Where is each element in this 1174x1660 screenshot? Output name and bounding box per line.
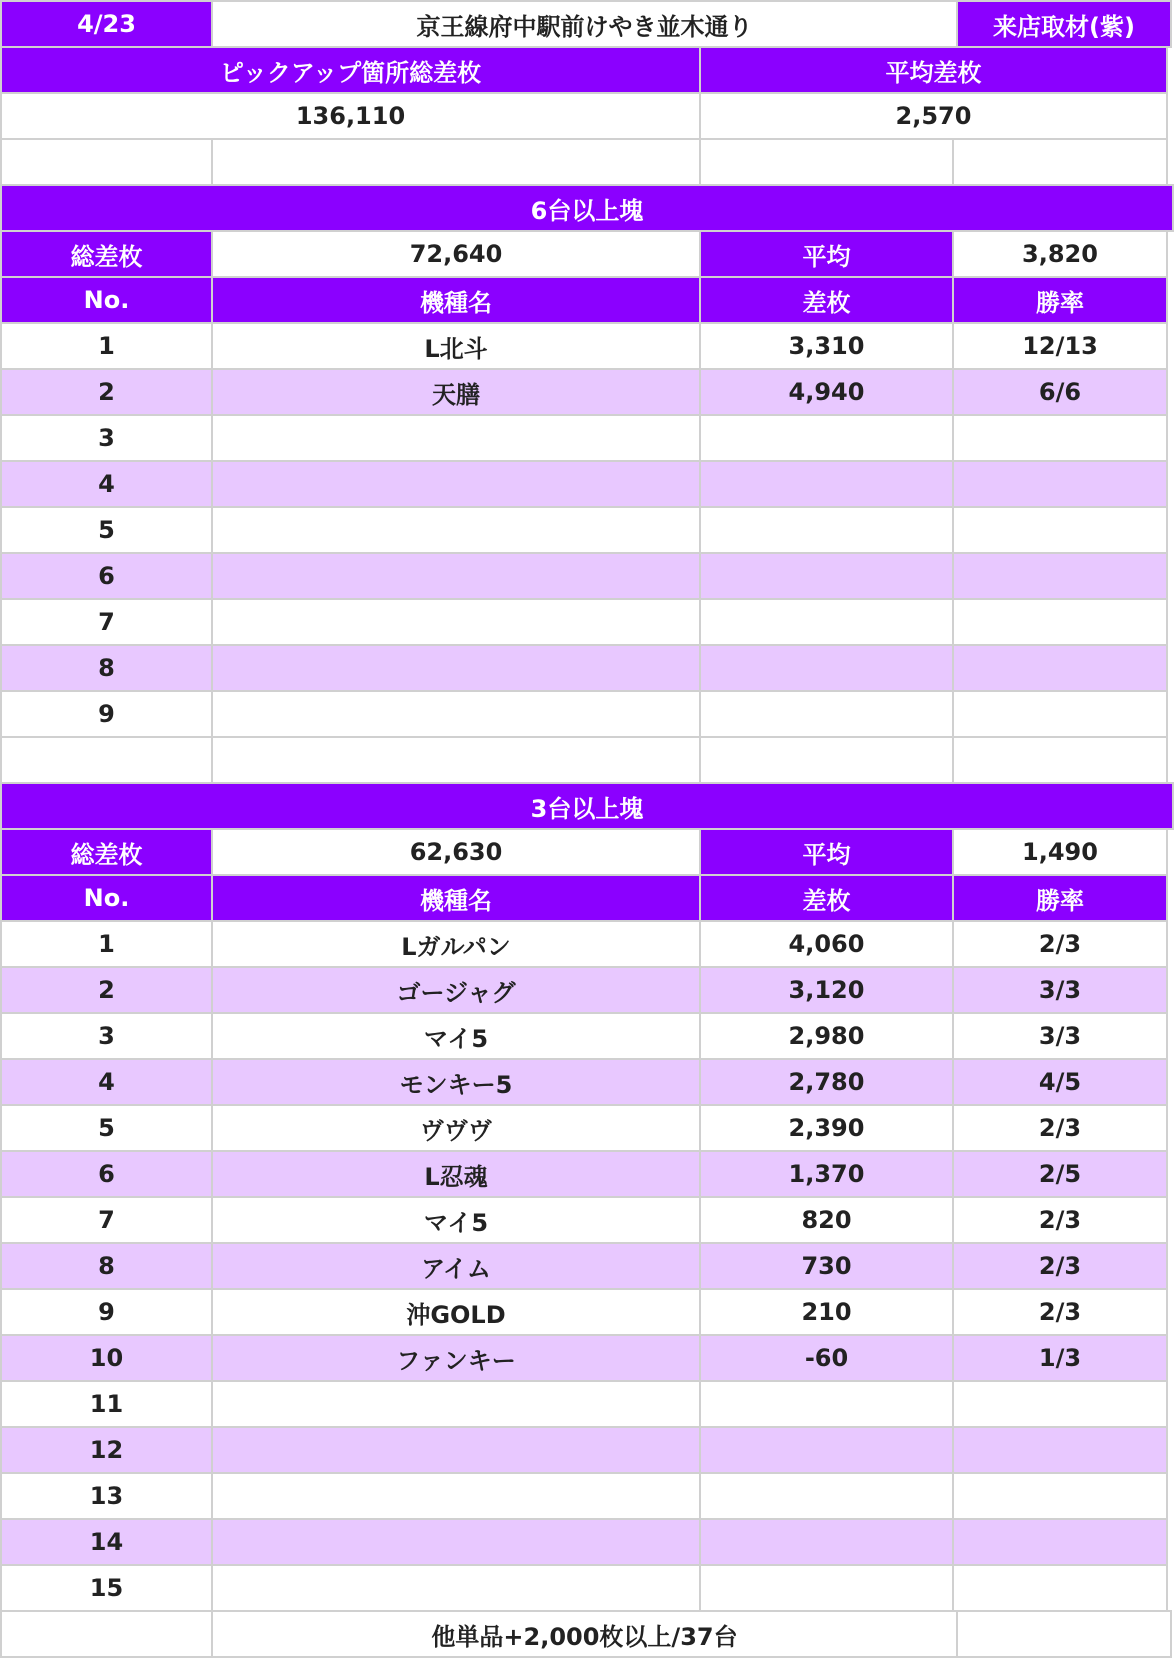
- column-header-machine: 機種名: [211, 276, 701, 324]
- diff-value: [699, 1472, 954, 1520]
- diff-value: [699, 1518, 954, 1566]
- diff-value: 2,780: [699, 1058, 954, 1106]
- win-rate: [952, 598, 1168, 646]
- section-avg-value: 1,490: [952, 828, 1168, 876]
- win-rate: [952, 552, 1168, 600]
- win-rate: [952, 1472, 1168, 1520]
- table-row: [0, 368, 1172, 414]
- machine-name: [211, 1564, 701, 1612]
- footer-row: [0, 1610, 1172, 1656]
- pickup-total-value: 136,110: [0, 92, 701, 140]
- diff-value: [699, 1564, 954, 1612]
- empty-cell: [0, 736, 213, 784]
- row-number: 14: [0, 1518, 213, 1566]
- machine-name: [211, 644, 701, 692]
- row-number: 5: [0, 1104, 213, 1152]
- spacer-row: [0, 736, 1172, 782]
- section-stats-row: [0, 230, 1172, 276]
- table-row: [0, 1288, 1172, 1334]
- row-number: 1: [0, 920, 213, 968]
- win-rate: 3/3: [952, 966, 1168, 1014]
- store-name-cell: 京王線府中駅前けやき並木通り: [211, 0, 958, 48]
- row-number: 12: [0, 1426, 213, 1474]
- table-row: [0, 1150, 1172, 1196]
- table-row: [0, 322, 1172, 368]
- section-avg-value: 3,820: [952, 230, 1168, 278]
- diff-value: [699, 598, 954, 646]
- machine-name: [211, 690, 701, 738]
- section-title: 3台以上塊: [0, 782, 1174, 830]
- machine-name: ヴヴヴ: [211, 1104, 701, 1152]
- win-rate: [952, 1518, 1168, 1566]
- section-6-plus: [0, 184, 1172, 782]
- row-number: 10: [0, 1334, 213, 1382]
- win-rate: 2/3: [952, 1104, 1168, 1152]
- footer-note: 他単品+2,000枚以上/37台: [211, 1610, 958, 1658]
- average-diff-value: 2,570: [699, 92, 1168, 140]
- win-rate: [952, 690, 1168, 738]
- diff-value: 210: [699, 1288, 954, 1336]
- machine-name: [211, 1518, 701, 1566]
- win-rate: [952, 1426, 1168, 1474]
- row-number: 5: [0, 506, 213, 554]
- diff-value: [699, 460, 954, 508]
- row-number: 9: [0, 690, 213, 738]
- empty-cell: [956, 1610, 1172, 1658]
- column-header-row: [0, 276, 1172, 322]
- table-row: [0, 690, 1172, 736]
- row-number: 4: [0, 460, 213, 508]
- table-row: [0, 1518, 1172, 1564]
- row-number: 11: [0, 1380, 213, 1428]
- row-number: 9: [0, 1288, 213, 1336]
- row-number: 2: [0, 966, 213, 1014]
- table-row: [0, 1104, 1172, 1150]
- win-rate: [952, 506, 1168, 554]
- empty-cell: [952, 138, 1168, 186]
- machine-name: モンキー5: [211, 1058, 701, 1106]
- empty-cell: [211, 736, 701, 784]
- empty-cell: [952, 736, 1168, 784]
- empty-cell: [211, 138, 701, 186]
- section-total-label: 総差枚: [0, 230, 213, 278]
- empty-cell: [699, 736, 954, 784]
- machine-name: [211, 598, 701, 646]
- machine-name: [211, 1472, 701, 1520]
- machine-name: マイ5: [211, 1196, 701, 1244]
- diff-value: [699, 414, 954, 462]
- diff-value: [699, 690, 954, 738]
- diff-value: 3,120: [699, 966, 954, 1014]
- win-rate: 1/3: [952, 1334, 1168, 1382]
- diff-value: [699, 644, 954, 692]
- column-header-row: [0, 874, 1172, 920]
- empty-cell: [0, 138, 213, 186]
- row-number: 13: [0, 1472, 213, 1520]
- summary-value-row: [0, 92, 1172, 138]
- table-row: [0, 1334, 1172, 1380]
- table-row: [0, 598, 1172, 644]
- spacer-row: [0, 138, 1172, 184]
- diff-value: 730: [699, 1242, 954, 1290]
- table-row: [0, 1242, 1172, 1288]
- pickup-total-label: ピックアップ箇所総差枚: [0, 46, 701, 94]
- table-row: [0, 506, 1172, 552]
- date-cell: 4/23: [0, 0, 213, 48]
- section-rows: [0, 920, 1172, 1610]
- row-number: 3: [0, 1012, 213, 1060]
- table-row: [0, 1380, 1172, 1426]
- machine-name: 沖GOLD: [211, 1288, 701, 1336]
- summary-header-row: [0, 46, 1172, 92]
- table-row: [0, 1196, 1172, 1242]
- row-number: 3: [0, 414, 213, 462]
- diff-value: 2,980: [699, 1012, 954, 1060]
- section-avg-label: 平均: [699, 828, 954, 876]
- win-rate: 2/3: [952, 1196, 1168, 1244]
- column-header-diff: 差枚: [699, 276, 954, 324]
- column-header-machine: 機種名: [211, 874, 701, 922]
- win-rate: 12/13: [952, 322, 1168, 370]
- diff-value: 3,310: [699, 322, 954, 370]
- average-diff-label: 平均差枚: [699, 46, 1168, 94]
- section-avg-label: 平均: [699, 230, 954, 278]
- table-row: [0, 1058, 1172, 1104]
- diff-value: [699, 1426, 954, 1474]
- table-row: [0, 414, 1172, 460]
- header-row: [0, 0, 1172, 46]
- column-header-diff: 差枚: [699, 874, 954, 922]
- row-number: 8: [0, 1242, 213, 1290]
- table-row: [0, 920, 1172, 966]
- machine-name: マイ5: [211, 1012, 701, 1060]
- machine-name: Lガルパン: [211, 920, 701, 968]
- machine-name: アイム: [211, 1242, 701, 1290]
- diff-value: [699, 1380, 954, 1428]
- row-number: 15: [0, 1564, 213, 1612]
- diff-value: 4,940: [699, 368, 954, 416]
- section-rows: [0, 322, 1172, 736]
- table-row: [0, 1564, 1172, 1610]
- report-tag-cell: 来店取材(紫): [956, 0, 1172, 48]
- section-title-row: [0, 782, 1172, 828]
- table-row: [0, 1426, 1172, 1472]
- machine-name: [211, 506, 701, 554]
- column-header-no: No.: [0, 874, 213, 922]
- section-title-row: [0, 184, 1172, 230]
- diff-value: [699, 552, 954, 600]
- section-total-value: 72,640: [211, 230, 701, 278]
- section-total-value: 62,630: [211, 828, 701, 876]
- table-row: [0, 460, 1172, 506]
- row-number: 6: [0, 1150, 213, 1198]
- win-rate: 2/5: [952, 1150, 1168, 1198]
- machine-name: [211, 460, 701, 508]
- table-row: [0, 1012, 1172, 1058]
- column-header-win-rate: 勝率: [952, 276, 1168, 324]
- machine-name: 天膳: [211, 368, 701, 416]
- win-rate: [952, 1564, 1168, 1612]
- machine-name: ファンキー: [211, 1334, 701, 1382]
- win-rate: 2/3: [952, 1242, 1168, 1290]
- machine-name: L北斗: [211, 322, 701, 370]
- machine-name: [211, 1380, 701, 1428]
- win-rate: [952, 460, 1168, 508]
- row-number: 8: [0, 644, 213, 692]
- row-number: 7: [0, 598, 213, 646]
- empty-cell: [699, 138, 954, 186]
- machine-name: [211, 414, 701, 462]
- section-title: 6台以上塊: [0, 184, 1174, 232]
- row-number: 2: [0, 368, 213, 416]
- win-rate: 4/5: [952, 1058, 1168, 1106]
- section-total-label: 総差枚: [0, 828, 213, 876]
- diff-value: 820: [699, 1196, 954, 1244]
- table-row: [0, 552, 1172, 598]
- win-rate: 3/3: [952, 1012, 1168, 1060]
- table-row: [0, 644, 1172, 690]
- row-number: 7: [0, 1196, 213, 1244]
- win-rate: [952, 1380, 1168, 1428]
- section-3-plus: [0, 782, 1172, 1610]
- column-header-no: No.: [0, 276, 213, 324]
- diff-value: 2,390: [699, 1104, 954, 1152]
- diff-value: [699, 506, 954, 554]
- diff-value: 4,060: [699, 920, 954, 968]
- machine-name: [211, 1426, 701, 1474]
- table-row: [0, 966, 1172, 1012]
- row-number: 6: [0, 552, 213, 600]
- row-number: 1: [0, 322, 213, 370]
- empty-cell: [0, 1610, 213, 1658]
- machine-name: L忍魂: [211, 1150, 701, 1198]
- column-header-win-rate: 勝率: [952, 874, 1168, 922]
- win-rate: 2/3: [952, 1288, 1168, 1336]
- diff-value: -60: [699, 1334, 954, 1382]
- win-rate: 6/6: [952, 368, 1168, 416]
- win-rate: [952, 414, 1168, 462]
- diff-value: 1,370: [699, 1150, 954, 1198]
- win-rate: [952, 644, 1168, 692]
- section-stats-row: [0, 828, 1172, 874]
- machine-name: ゴージャグ: [211, 966, 701, 1014]
- win-rate: 2/3: [952, 920, 1168, 968]
- machine-name: [211, 552, 701, 600]
- table-row: [0, 1472, 1172, 1518]
- row-number: 4: [0, 1058, 213, 1106]
